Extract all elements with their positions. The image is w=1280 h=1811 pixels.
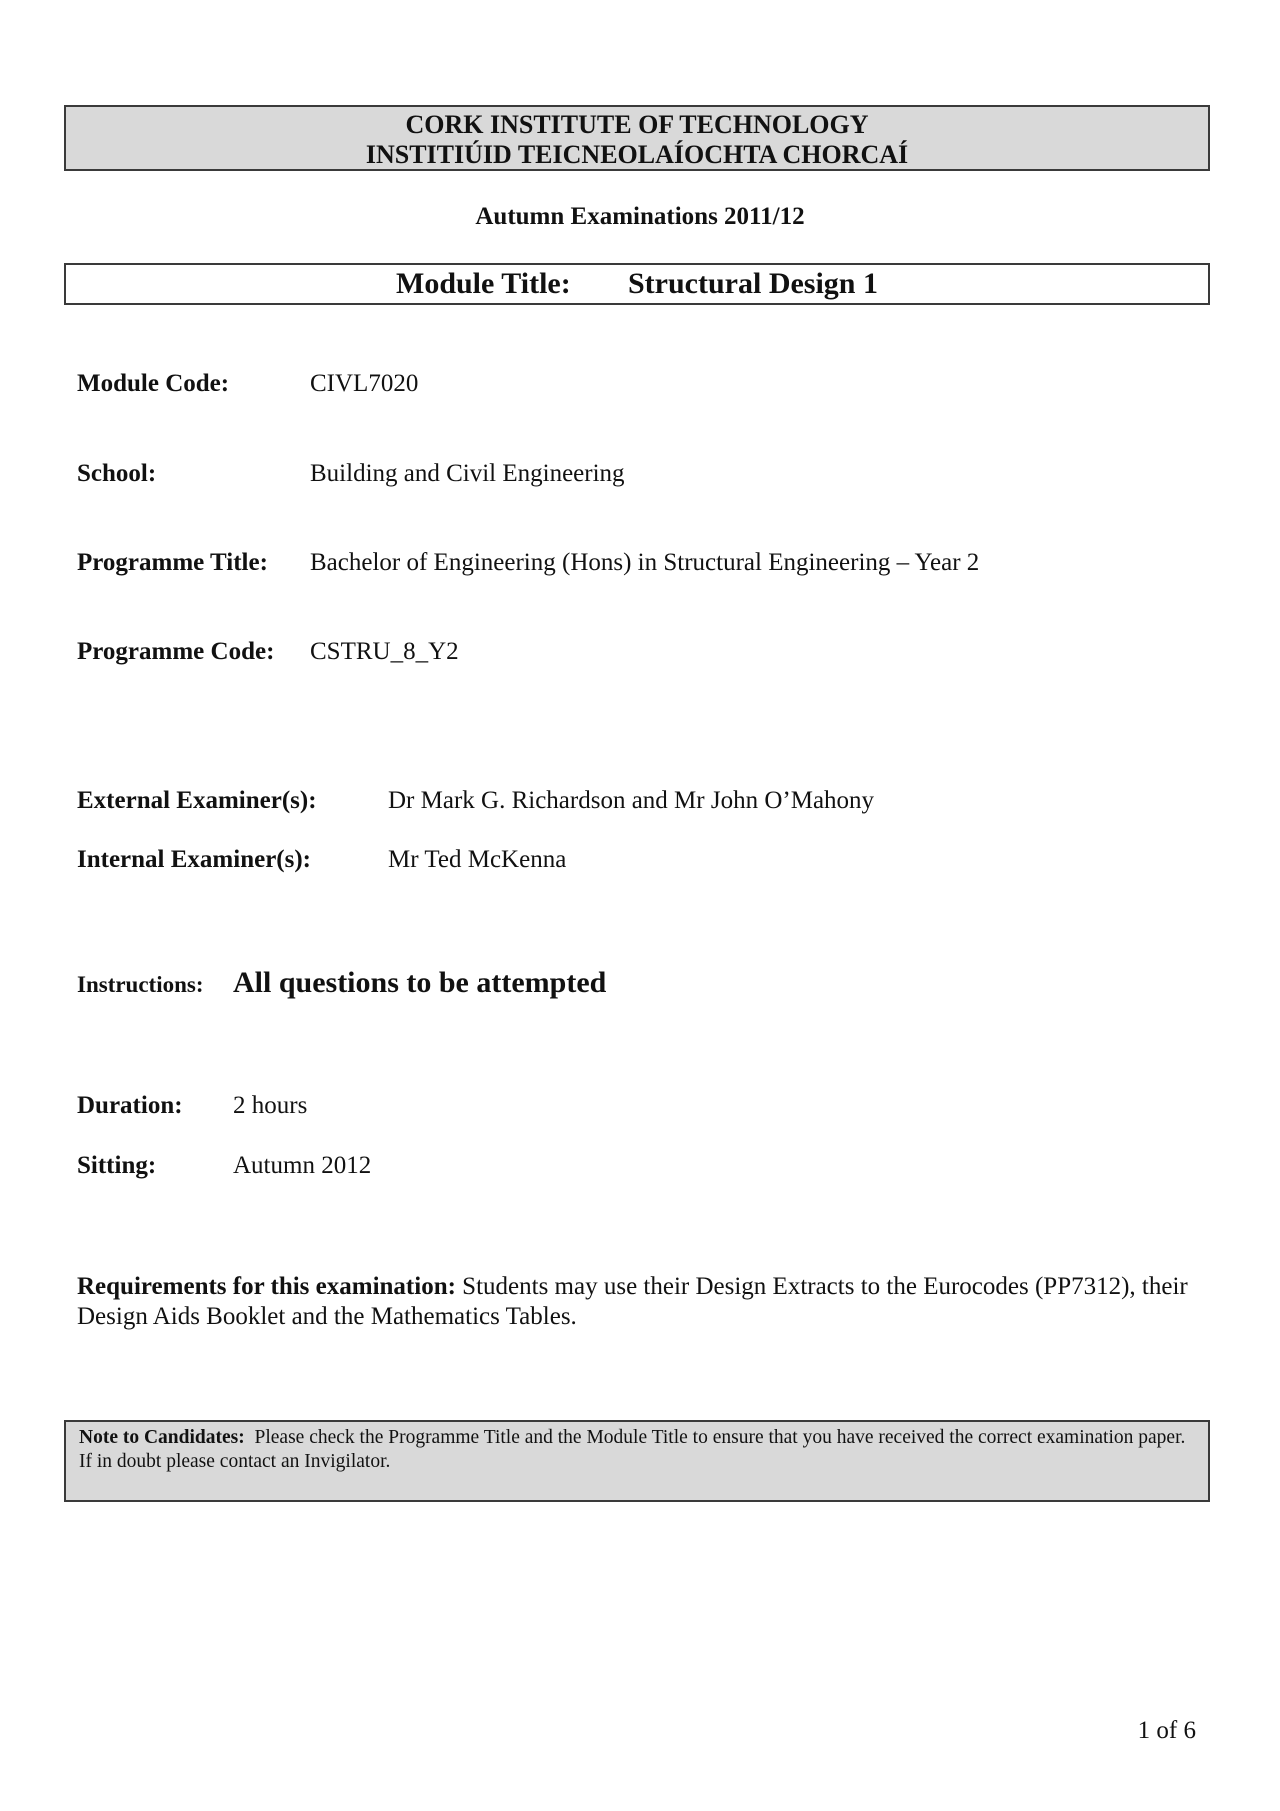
institute-name-irish: INSTITIÚID TEICNEOLAÍOCHTA CHORCAÍ <box>365 140 909 169</box>
programme-title-value: Bachelor of Engineering (Hons) in Structural Engineering – Year 2 <box>310 549 980 576</box>
sitting-value: Autumn 2012 <box>233 1152 372 1179</box>
module-title-value: Structural Design 1 <box>628 267 878 300</box>
internal-examiners-value: Mr Ted McKenna <box>388 846 567 873</box>
institute-header <box>64 105 1210 171</box>
note-contact-line: If in doubt please contact an Invigilator. <box>79 1451 391 1472</box>
module-code-label: Module Code: <box>77 370 230 397</box>
school-label: School: <box>77 460 157 487</box>
duration-label: Duration: <box>77 1092 183 1119</box>
instructions-value: All questions to be attempted <box>233 966 607 999</box>
external-examiners-label: External Examiner(s): <box>77 787 317 814</box>
requirements-text: Students may use their Design Extracts to the Eurocodes (PP7312), their Design Aids Booklet and the Mathematics Tables. <box>77 1273 1188 1330</box>
programme-code-label: Programme Code: <box>77 638 275 665</box>
note-to-candidates-box <box>64 1420 1210 1502</box>
module-title-box <box>64 263 1210 305</box>
programme-code-value: CSTRU_8_Y2 <box>310 638 459 665</box>
duration-value: 2 hours <box>233 1092 308 1119</box>
page-number: 1 of 6 <box>1137 1717 1196 1744</box>
institute-name-english: CORK INSTITUTE OF TECHNOLOGY <box>405 110 869 139</box>
programme-title-label: Programme Title: <box>77 549 268 576</box>
internal-examiners-label: Internal Examiner(s): <box>77 846 311 873</box>
requirements-paragraph <box>77 1272 1197 1332</box>
external-examiners-value: Dr Mark G. Richardson and Mr John O’Mahony <box>388 787 875 814</box>
sitting-label: Sitting: <box>77 1152 157 1179</box>
note-text: Please check the Programme Title and the Module Title to ensure that you have received the correct examination paper. <box>254 1427 1186 1448</box>
requirements-label: Requirements for this examination: <box>77 1273 456 1300</box>
note-line <box>79 1426 1196 1450</box>
exam-session: Autumn Examinations 2011/12 <box>475 203 805 230</box>
school-value: Building and Civil Engineering <box>310 460 625 487</box>
instructions-label: Instructions: <box>77 972 204 997</box>
module-title-label: Module Title: <box>396 267 571 300</box>
module-code-value: CIVL7020 <box>310 370 419 397</box>
note-label: Note to Candidates: <box>79 1427 245 1448</box>
